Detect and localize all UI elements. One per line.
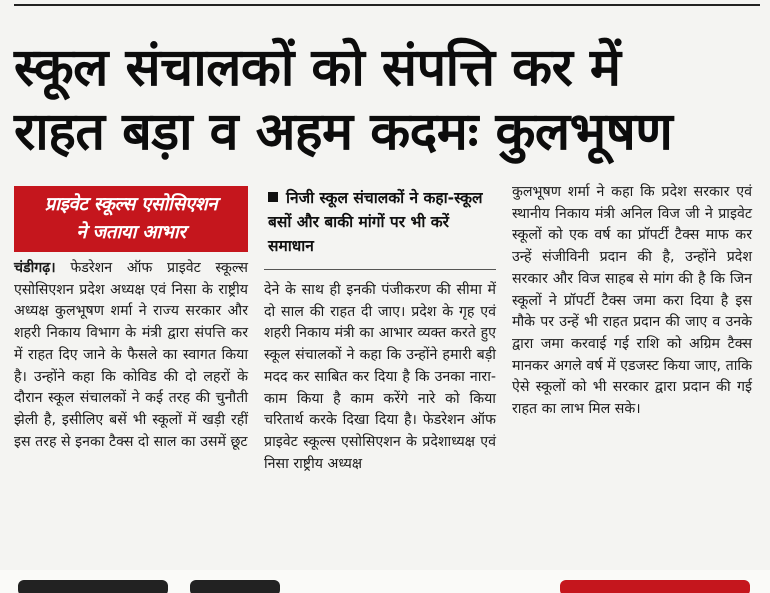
article-column-3 xyxy=(512,182,752,421)
subheadline-rule xyxy=(264,269,496,270)
adjacent-article-edge xyxy=(760,40,770,560)
red-badge xyxy=(14,186,248,252)
column-2-text: देने के साथ ही इनकी पंजीकरण की सीमा में दो साल की राहत दी जाए। प्रदेश के गृह एवं शहरी निकाय मंत्री का आभार व्यक्त करते हुए स्कूल संचालकों ने कहा कि उन्होंने हमारी बड़ी मदद कर साबित कर दिया है कि उनका नारा-काम किया है काम करेंगे नारे को किया चरितार्थ करके दिखा दिया है। फेडरेशन ऑफ प्राइवेट स्कूल्स एसोसिएशन के प्रदेशाध्यक्ष एवं निसा राष्ट्रीय अध्यक्ष xyxy=(264,282,496,472)
subheadline xyxy=(268,186,492,258)
next-badge-fragment xyxy=(560,580,750,593)
next-article-strip xyxy=(0,570,770,593)
column-1-text: फेडरेशन ऑफ प्राइवेट स्कूल्स एसोसिएशन प्रदेश अध्यक्ष एवं निसा के राष्ट्रीय अध्यक्ष कुलभूषण शर्मा ने राज्य सरकार और शहरी निकाय विभाग के मंत्री द्वारा संपत्ति कर में राहत दिए जाने के फैसले का स्वागत किया है। उन्होंने कहा कि कोविड की दो लहरों के दौरान स्कूल संचालकों ने कई तरह की चुनौती झेली है, इसीलिए बसें भी स्कूलों में खड़ी रहीं इस तरह से इनका टैक्स दो साल का उसमें छूट xyxy=(14,260,248,450)
badge-line-2: ने जताया आभार xyxy=(76,222,186,243)
headline xyxy=(14,36,754,164)
headline-line-2: राहत बड़ा व अहम कदमः कुलभूषण xyxy=(14,102,673,162)
article-column-2 xyxy=(264,280,496,475)
dateline: चंडीगढ़। xyxy=(14,260,56,276)
top-rule xyxy=(14,0,760,6)
column-3-text: कुलभूषण शर्मा ने कहा कि प्रदेश सरकार एवं स्थानीय निकाय मंत्री अनिल विज जी ने प्राइवेट स्कूलों को एक वर्ष का प्रॉपर्टी टैक्स माफ कर उन्हें संजीविनी प्रदान की है, उन्होंने प्रदेश सरकार और विज साहब से मांग की है कि जिन स्कूलों ने प्रॉपर्टी टैक्स जमा करा दिया है इस मौके पर उन्हें भी राहत प्रदान की जाए व उनके द्वारा जमा करवाई गई राशि को अग्रिम टैक्स मानकर अगले वर्ष में एडजस्ट किया जाए, ताकि ऐसे स्कूलों को भी सरकार द्वारा प्रदान की गई राहत का लाभ मिल सके। xyxy=(512,184,752,418)
next-headline-fragment xyxy=(18,580,168,593)
bullet-square-icon xyxy=(268,192,278,202)
article-column-1 xyxy=(14,258,248,453)
next-headline-fragment xyxy=(190,580,280,593)
badge-line-1: प्राइवेट स्कूल्स एसोसिएशन xyxy=(44,194,218,215)
subheadline-text: निजी स्कूल संचालकों ने कहा-स्कूल बसों और बाकी मांगों पर भी करें समाधान xyxy=(268,189,483,255)
headline-line-1: स्कूल संचालकों को संपत्ति कर में xyxy=(14,38,621,98)
